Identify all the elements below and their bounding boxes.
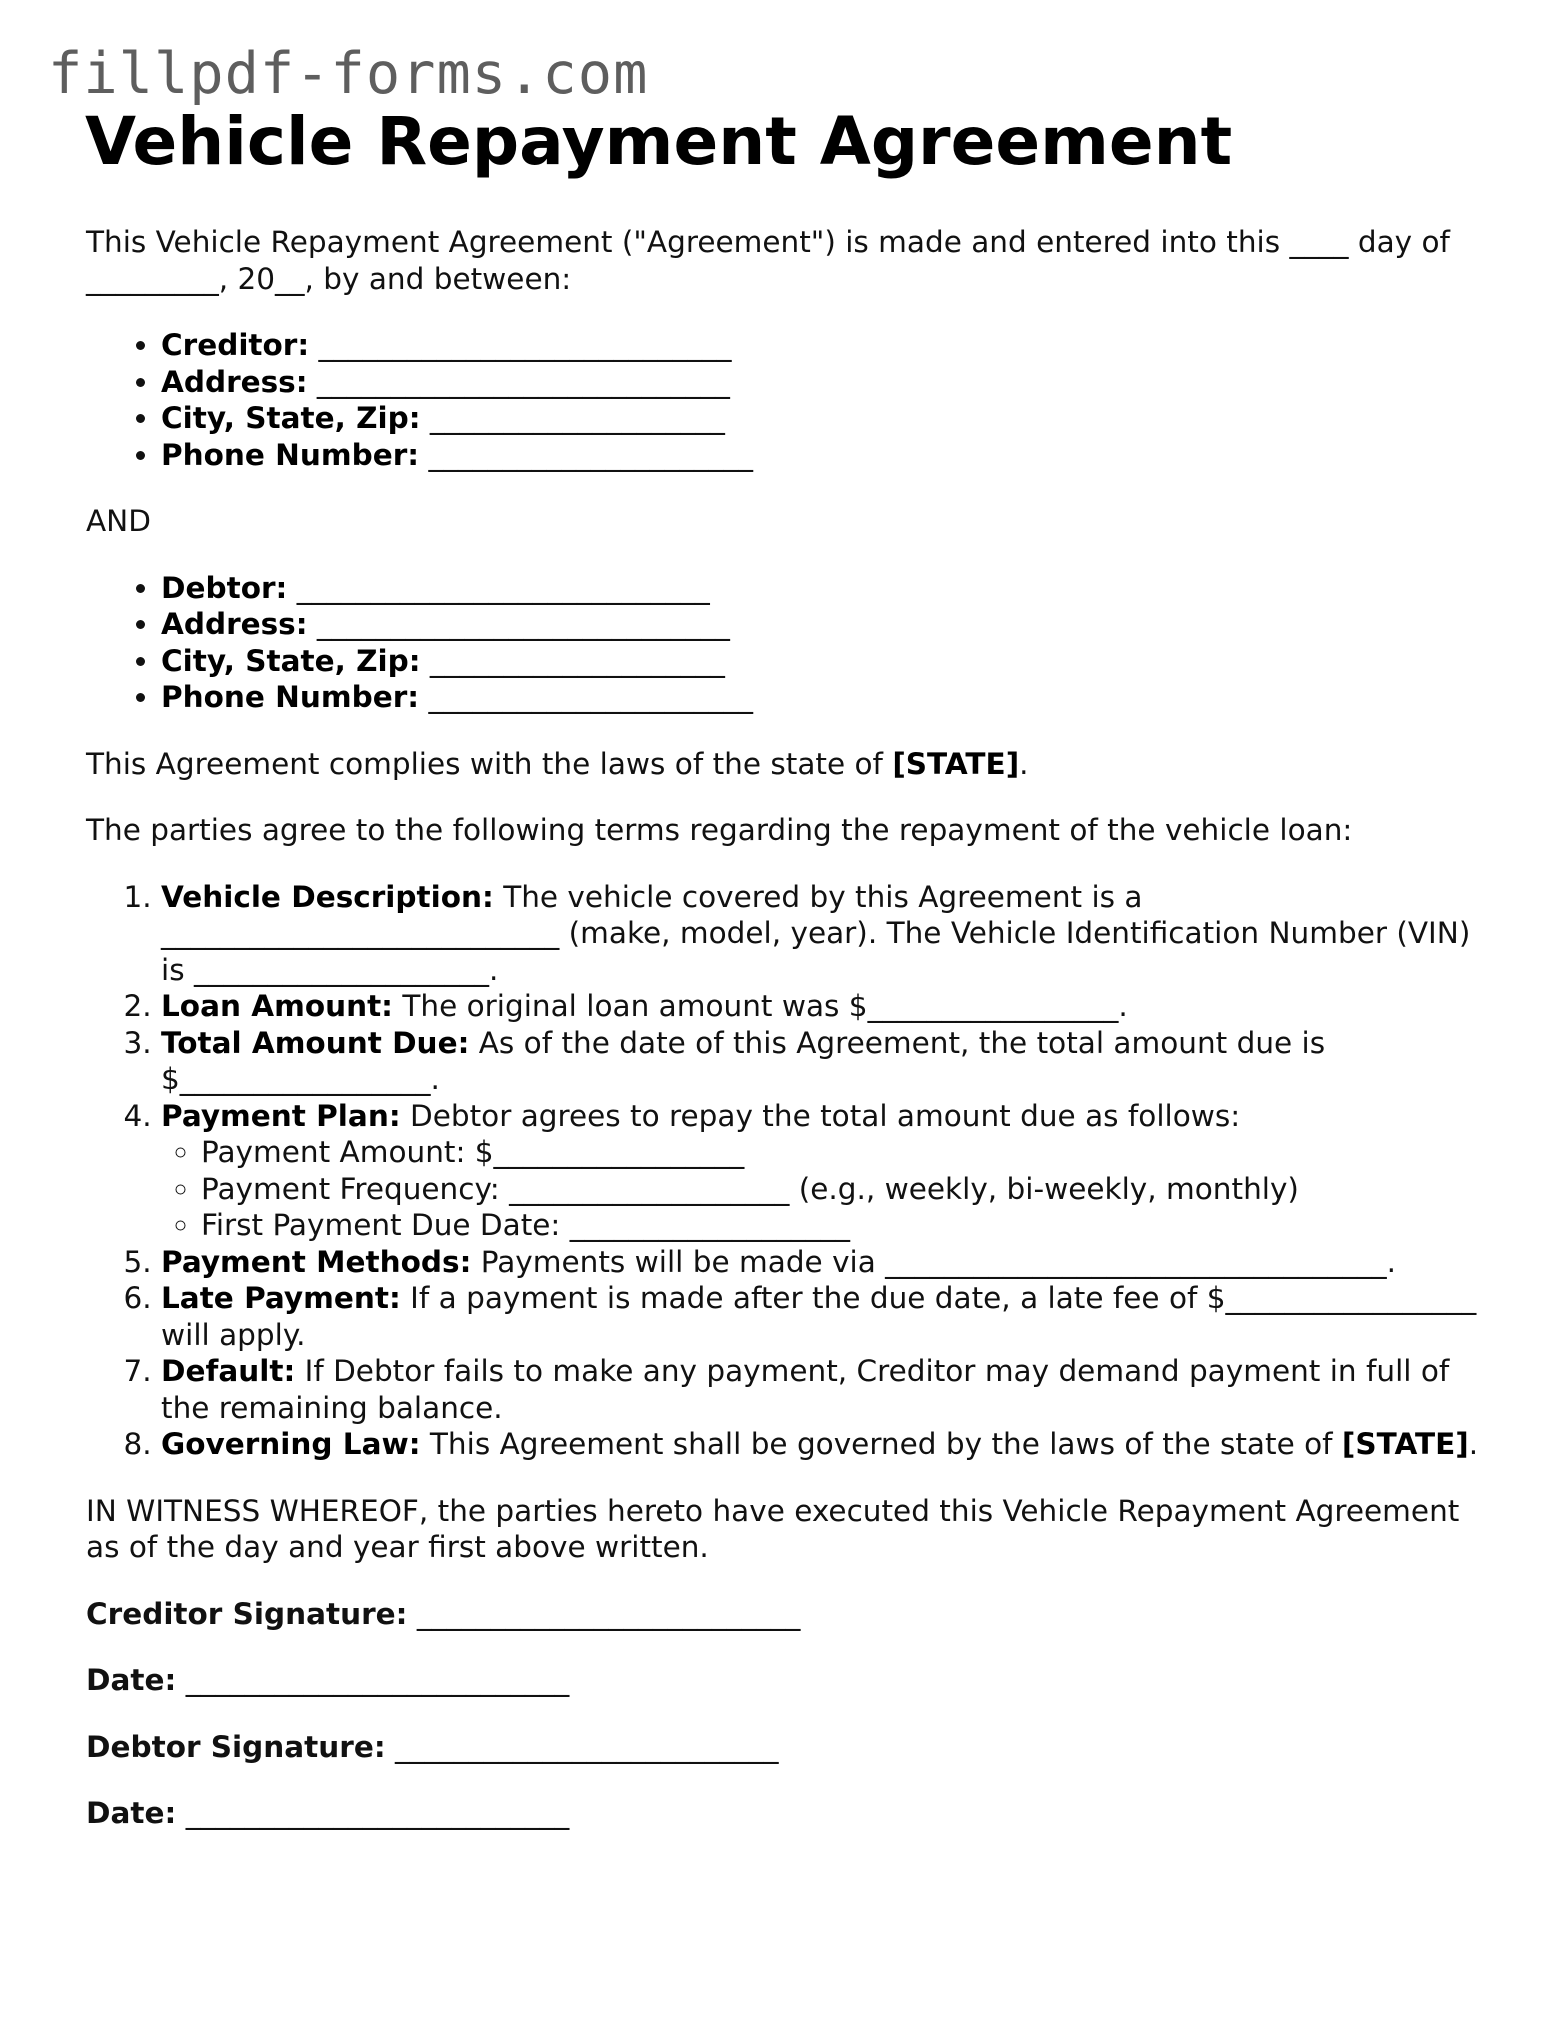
creditor-phone-field: • Phone Number: ______________________ xyxy=(161,437,1486,474)
first-payment-due-date-field: ◦ First Payment Due Date: ___________________ xyxy=(201,1207,1486,1244)
payment-amount-field: ◦ Payment Amount: $_________________ xyxy=(201,1134,1486,1171)
creditor-date-line: Date: __________________________ xyxy=(86,1663,570,1697)
term-vehicle-description: 1. Vehicle Description: The vehicle covered by this Agreement is a ___________________________ (make, model, year). The Vehicle Identification Number (VIN) is ____________________. xyxy=(161,879,1486,989)
term-governing-law: 8. Governing Law: This Agreement shall be governed by the laws of the state of [STATE]. xyxy=(161,1426,1486,1463)
debtor-signature-line: Debtor Signature: __________________________ xyxy=(86,1729,779,1764)
debtor-address-field: • Address: ____________________________ xyxy=(161,606,1486,643)
debtor-info-list xyxy=(86,570,1486,716)
term-payment-methods: 5. Payment Methods: Payments will be made via __________________________________. xyxy=(161,1244,1486,1281)
debtor-date-line: Date: __________________________ xyxy=(86,1796,570,1830)
terms-intro: The parties agree to the following terms regarding the repayment of the vehicle loan: xyxy=(86,813,1353,847)
term-late-payment: 6. Late Payment: If a payment is made after the due date, a late fee of $_________________ will apply. xyxy=(161,1280,1486,1353)
and-separator: AND xyxy=(86,504,151,538)
terms-list xyxy=(86,879,1486,1463)
term-total-amount-due: 3. Total Amount Due: As of the date of this Agreement, the total amount due is $_________________. xyxy=(161,1025,1486,1098)
creditor-city-state-zip-field: • City, State, Zip: ____________________ xyxy=(161,400,1486,437)
payment-plan-list xyxy=(161,1134,1486,1244)
page-title: Vehicle Repayment Agreement xyxy=(85,103,1233,180)
intro-paragraph: This Vehicle Repayment Agreement ("Agreement") is made and entered into this ____ day of _________, 20__, by and between: xyxy=(86,225,1450,296)
debtor-name-field: • Debtor: ____________________________ xyxy=(161,570,1486,607)
debtor-city-state-zip-field: • City, State, Zip: ____________________ xyxy=(161,643,1486,680)
creditor-address-field: • Address: ____________________________ xyxy=(161,364,1486,401)
document-body xyxy=(86,224,1486,1862)
compliance-paragraph: This Agreement complies with the laws of the state of [STATE]. xyxy=(86,746,1029,781)
creditor-name-field: • Creditor: ____________________________ xyxy=(161,327,1486,364)
watermark: fillpdf-forms.com xyxy=(48,41,649,107)
creditor-signature-line: Creditor Signature: __________________________ xyxy=(86,1596,801,1631)
creditor-info-list xyxy=(86,327,1486,473)
term-payment-plan: 4. Payment Plan: Debtor agrees to repay the total amount due as follows: ◦ Payment Amount: $_________________ ◦ Payment Frequency: ___________________ (e.g., weekly, bi-weekly, monthly) ◦ First Payment Due Date: ___________________ xyxy=(161,1098,1486,1244)
payment-frequency-field: ◦ Payment Frequency: ___________________ (e.g., weekly, bi-weekly, monthly) xyxy=(201,1171,1486,1208)
witness-paragraph: IN WITNESS WHEREOF, the parties hereto have executed this Vehicle Repayment Agreement as of the day and year first above written. xyxy=(86,1493,1460,1564)
debtor-phone-field: • Phone Number: ______________________ xyxy=(161,679,1486,716)
term-default: 7. Default: If Debtor fails to make any payment, Creditor may demand payment in full of the remaining balance. xyxy=(161,1353,1486,1426)
term-loan-amount: 2. Loan Amount: The original loan amount was $_________________. xyxy=(161,988,1486,1025)
